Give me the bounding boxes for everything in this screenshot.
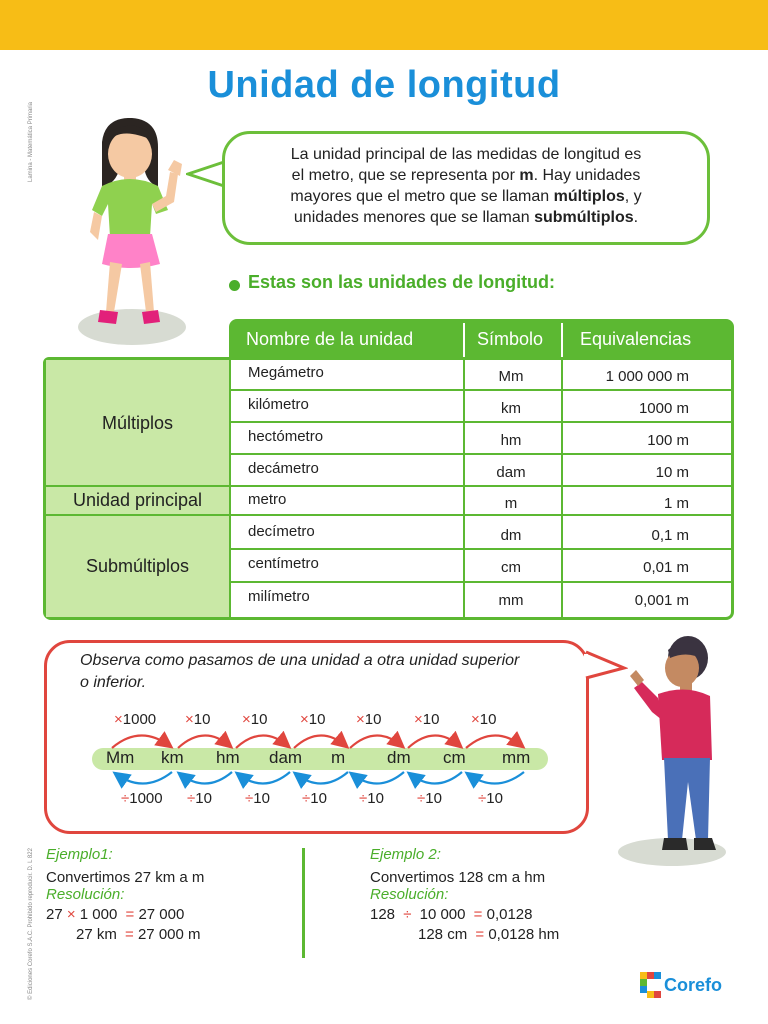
unit-equivalence: 10 m	[655, 464, 689, 481]
multiplier-label: ×10	[185, 711, 211, 728]
arrow-up	[410, 772, 462, 784]
unit-equivalence: 0,01 m	[643, 559, 689, 576]
unit-name: milímetro	[248, 588, 310, 605]
divisor-label: ÷1000	[121, 790, 163, 807]
unit-label: cm	[443, 748, 466, 767]
arrow-up	[352, 772, 404, 784]
multiplier-label: ×10	[414, 711, 440, 728]
unit-name: centímetro	[248, 555, 319, 572]
group-principal: Unidad principal	[46, 486, 229, 514]
arrow-up	[238, 772, 290, 784]
divisor-label: ÷10	[245, 790, 270, 807]
header-symbol: Símbolo	[477, 329, 544, 349]
intro-line-3: mayores que el metro que se llaman múltiplos, y	[290, 188, 642, 205]
page-title: Unidad de longitud	[207, 64, 561, 106]
side-credit-bottom: © Ediciones Corefo S.A.C. Prohibido reproducir. D. L 822	[28, 848, 34, 1000]
arrow-down	[408, 735, 460, 748]
divisor-label: ÷10	[478, 790, 503, 807]
example-2-statement: Convertimos 128 cm a hm	[370, 869, 546, 886]
divisor-label: ÷10	[302, 790, 327, 807]
multiplier-label: ×10	[356, 711, 382, 728]
brand-name: Corefo	[664, 975, 722, 995]
intro-line-2: el metro, que se representa por m. Hay unidades	[291, 167, 641, 184]
intro-line-4: unidades menores que se llaman submúltiplos.	[293, 209, 639, 226]
example-1	[46, 846, 204, 943]
divisor-label: ÷10	[187, 790, 212, 807]
example-1-resolution-label: Resolución:	[46, 886, 125, 903]
multiplier-label: ×10	[242, 711, 268, 728]
intro-line-1: La unidad principal de las medidas de longitud es	[290, 146, 642, 163]
example-2-label: Ejemplo 2:	[370, 846, 441, 863]
unit-symbol: Mm	[498, 368, 524, 385]
arrow-up	[116, 772, 172, 784]
example-1-statement: Convertimos 27 km a m	[46, 869, 205, 886]
multiplier-label: ×1000	[114, 711, 157, 728]
examples-divider	[302, 848, 305, 958]
unit-equivalence: 100 m	[647, 432, 689, 449]
unit-label: dm	[387, 748, 411, 767]
side-credit-top: Lamina - Matemática Primaria	[28, 101, 34, 182]
arrow-down	[112, 735, 170, 748]
unit-symbol: dm	[500, 527, 522, 544]
boy-illustration	[612, 632, 732, 872]
divisor-label: ÷10	[417, 790, 442, 807]
multiplier-label: ×10	[471, 711, 497, 728]
example-1-line-2: 27 km = 27 000 m	[76, 926, 201, 943]
unit-symbol: mm	[498, 592, 524, 609]
example-2-line-2: 128 cm = 0,0128 hm	[418, 926, 560, 943]
unit-equivalence: 1 m	[663, 495, 689, 512]
example-2	[370, 846, 559, 943]
unit-label: mm	[502, 748, 531, 767]
arrow-down	[294, 735, 346, 748]
unit-equivalence: 0,1 m	[651, 527, 689, 544]
conversion-intro-line-1: Observa como pasamos de una unidad a otra unidad superior	[80, 652, 520, 669]
unit-symbol: dam	[496, 464, 526, 481]
group-submultiples: Submúltiplos	[46, 516, 229, 617]
multiplier-label: ×10	[300, 711, 326, 728]
group-multiples: Múltiplos	[46, 360, 229, 486]
arrow-down	[350, 735, 402, 748]
unit-name: kilómetro	[248, 396, 309, 413]
corefo-logo-icon	[640, 972, 662, 998]
unit-equivalence: 1 000 000 m	[605, 368, 689, 385]
arrow-up	[296, 772, 348, 784]
arrow-down	[466, 735, 522, 748]
header-equivalence: Equivalencias	[580, 329, 692, 349]
example-2-resolution-label: Resolución:	[370, 886, 449, 903]
unit-name: Megámetro	[248, 364, 324, 381]
unit-symbol: m	[504, 495, 518, 512]
unit-equivalence: 1000 m	[638, 400, 689, 417]
example-1-label: Ejemplo1:	[46, 846, 113, 863]
arrow-up	[180, 772, 232, 784]
arrow-down	[178, 735, 230, 748]
header-name: Nombre de la unidad	[246, 329, 414, 349]
divisor-label: ÷10	[359, 790, 384, 807]
unit-name: decámetro	[248, 460, 319, 477]
unit-label: m	[331, 748, 346, 767]
example-1-line-1: 27 × 1 000 = 27 000	[46, 906, 185, 923]
unit-name: metro	[248, 491, 287, 508]
unit-label: dam	[269, 748, 303, 767]
unit-label: Mm	[106, 748, 135, 767]
unit-symbol: hm	[500, 432, 522, 449]
example-2-line-1: 128 ÷ 10 000 = 0,0128	[370, 906, 533, 923]
conversion-intro-line-2: o inferior.	[80, 674, 147, 691]
arrow-up	[468, 772, 524, 784]
section-subtitle: Estas son las unidades de longitud:	[248, 272, 556, 292]
unit-equivalence: 0,001 m	[634, 592, 689, 609]
unit-name: decímetro	[248, 523, 315, 540]
unit-symbol: cm	[501, 559, 521, 576]
arrow-down	[236, 735, 288, 748]
unit-label: km	[161, 748, 184, 767]
unit-label: hm	[216, 748, 240, 767]
unit-name: hectómetro	[248, 428, 324, 445]
unit-symbol: km	[501, 400, 521, 417]
